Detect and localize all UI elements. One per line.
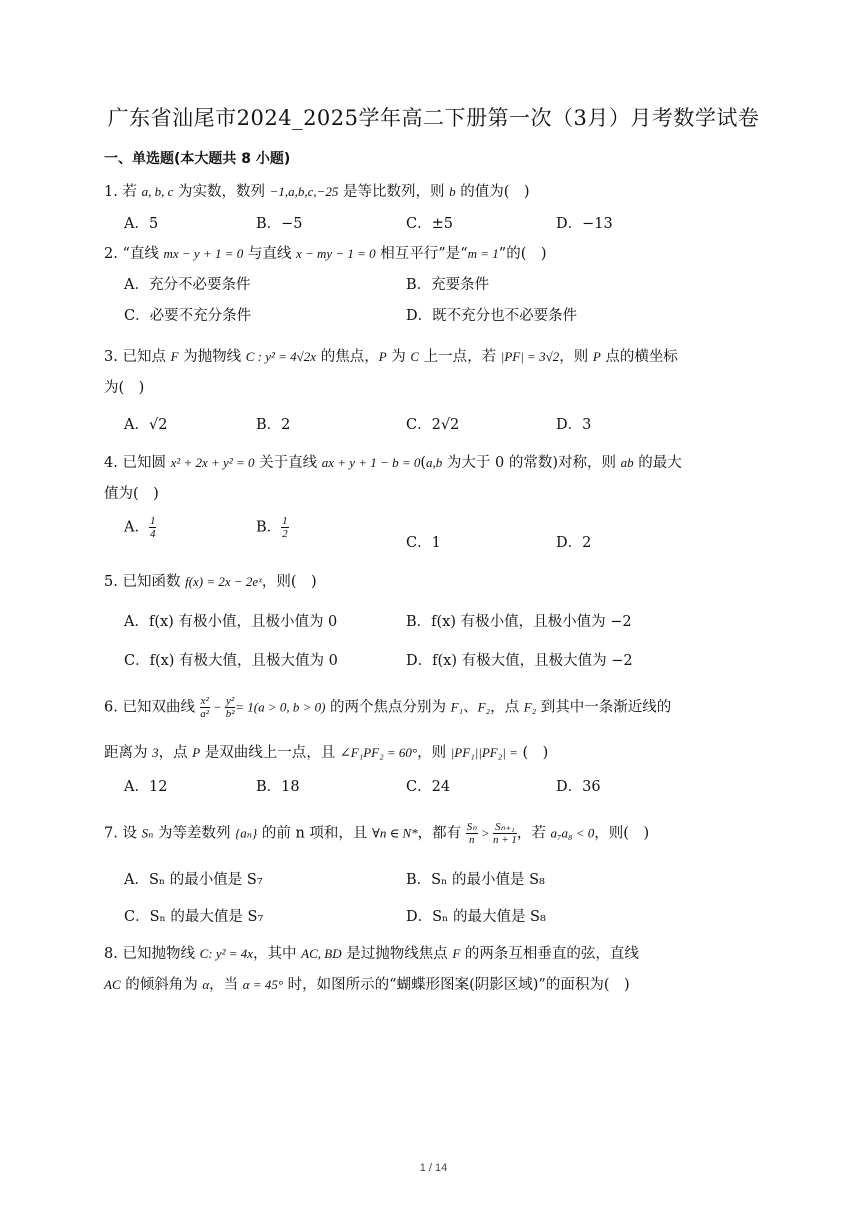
fraction-sn: $\frac{\text{Sₙ}}{n}$ [466,821,477,847]
q4-option-c[interactable]: C．1 [406,535,441,551]
q3-option-a[interactable]: A．√2 [124,417,168,433]
question-3-cont: 为( ) [104,380,145,396]
q5-option-c[interactable]: C．f(x) 有极大值，且极大值为 0 [124,653,338,669]
q5-option-d[interactable]: D．f(x) 有极大值，且极大值为 −2 [406,653,633,669]
q6-option-c[interactable]: C．24 [406,779,451,795]
q3-option-c[interactable]: C．2√2 [406,417,460,433]
q6-option-a[interactable]: A．12 [124,779,168,795]
fraction-y: $\frac{\text{y²}}{\text{b²}}$ [225,695,235,721]
fraction: $\frac{1}{4}$ [149,515,156,541]
q3-option-d[interactable]: D．3 [556,417,592,433]
q2-option-b[interactable]: B．充要条件 [406,277,490,293]
q4-option-b[interactable]: B． $\frac{1}{2}$ [256,515,288,541]
fraction: $\frac{1}{2}$ [282,515,288,541]
q4-option-a[interactable]: A． $\frac{1}{4}$ [124,515,156,541]
q7-option-a[interactable]: A．Sₙ 的最小值是 S₇ [124,872,263,888]
q1-option-b[interactable]: B．−5 [256,216,303,232]
q7-option-c[interactable]: C．Sₙ 的最大值是 S₇ [124,909,264,925]
q7-option-d[interactable]: D．Sₙ 的最大值是 S₈ [406,909,546,925]
question-2: 2. “直线 mx − y + 1 = 0 与直线 x − my − 1 = 0 相互平行”是“m = 1”的( ) [104,246,547,262]
question-8-cont: AC 的倾斜角为 α，当 α = 45° 时，如图所示的“蝴蝶形图案(阴影区域)”的面积为( ) [104,977,630,993]
q5-option-b[interactable]: B．f(x) 有极小值，且极小值为 −2 [406,614,632,630]
question-4-cont: 值为( ) [104,486,159,502]
question-5: 5. 已知函数 f(x) = 2x − 2eˣ，则( ) [104,574,317,590]
question-3: 3. 已知点 F 为抛物线 C : y² = 4√2x 的焦点，P 为 C 上一点，若 |PF| = 3√2，则 P 点的横坐标 [104,349,678,365]
q6-option-b[interactable]: B．18 [256,779,300,795]
section-heading: 一、单选题(本大题共 8 小题) [104,151,291,167]
question-6-cont: 距离为 3，点 P 是双曲线上一点，且 ∠F₁PF₂ = 60°，则 |PF₁||PF₂| = ( ) [104,745,549,761]
page-number: 1 / 14 [419,1162,448,1174]
q5-option-a[interactable]: A．f(x) 有极小值，且极小值为 0 [124,614,338,630]
fraction-sn1: $\frac{\text{Sₙ₊₁}}{n + 1}$ [492,821,517,847]
question-6: 6. 已知双曲线 $\frac{\text{x²}}{\text{a²}}$ − $\frac{\text{y²}}{\text{b²}}$ = 1(a > 0, b > 0) 的两个焦点分别为 F₁、F₂，点 F₂ 到其中一条渐近线的 [104,695,672,721]
page-title: 广东省汕尾市2024_2025学年高二下册第一次（3月）月考数学试卷 [107,106,760,130]
q6-option-d[interactable]: D．36 [556,779,601,795]
q2-option-c[interactable]: C．必要不充分条件 [124,308,252,324]
q1-option-d[interactable]: D．−13 [556,216,613,232]
q3-option-b[interactable]: B．2 [256,417,291,433]
question-7: 7. 设 Sₙ 为等差数列 {aₙ} 的前 n 项和，且 ∀n ∈ N*，都有 $\frac{\text{Sₙ}}{n}$ > $\frac{\text{Sₙ₊₁}}{n + 1}$ ，若 a₇a₈ < 0，则( ) [104,821,650,847]
fraction-x: $\frac{\text{x²}}{\text{a²}}$ [200,695,210,721]
q1-option-a[interactable]: A．5 [124,216,159,232]
question-4: 4. 已知圆 x² + 2x + y² = 0 关于直线 ax + y + 1 − b = 0(a,b 为大于 0 的常数)对称，则 ab 的最大 [104,455,682,471]
q1-option-c[interactable]: C．±5 [406,216,453,232]
q2-option-d[interactable]: D．既不充分也不必要条件 [406,308,578,324]
question-8: 8. 已知抛物线 C: y² = 4x，其中 AC, BD 是过抛物线焦点 F 的两条互相垂直的弦，直线 [104,946,639,962]
question-1: 1. 若 a, b, c 为实数，数列 −1,a,b,c,−25 是等比数列，则 b 的值为( ) [104,184,530,200]
q7-option-b[interactable]: B．Sₙ 的最小值是 S₈ [406,872,545,888]
q2-option-a[interactable]: A．充分不必要条件 [124,277,251,293]
q4-option-d[interactable]: D．2 [556,535,592,551]
